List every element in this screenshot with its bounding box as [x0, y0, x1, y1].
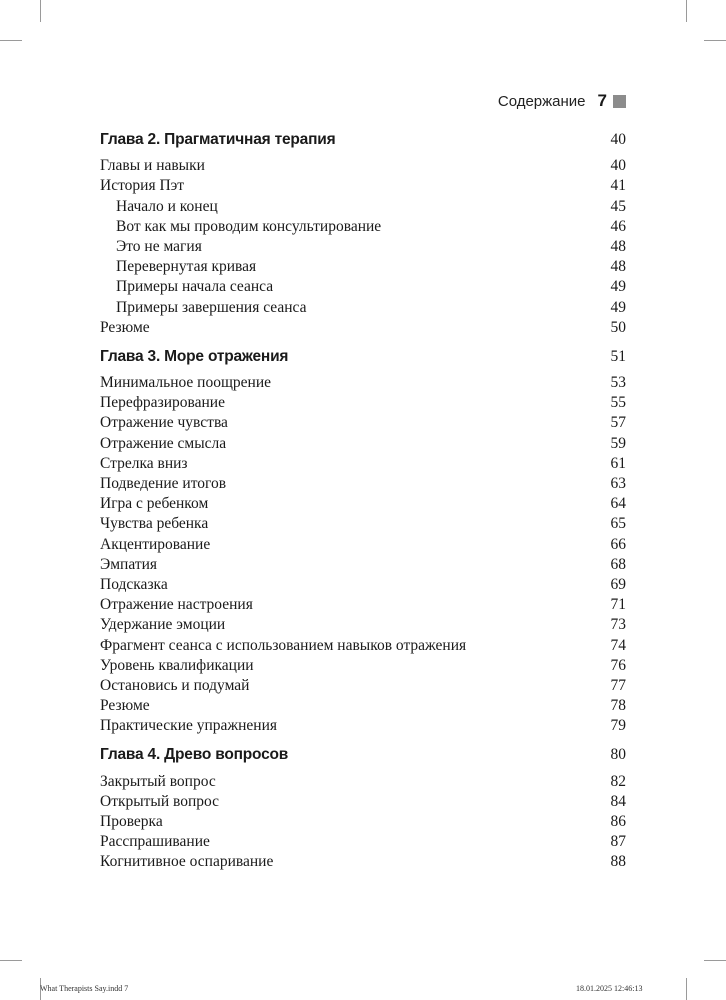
toc-page-number: 63	[610, 475, 626, 492]
toc-page-number: 78	[610, 697, 626, 715]
toc-entry-label: Открытый вопрос	[100, 792, 220, 810]
toc-page-number: 82	[610, 772, 626, 790]
toc-page-number: 64	[610, 495, 626, 513]
toc-entry-label: Расспрашивание	[100, 833, 210, 851]
toc-entry-row	[100, 676, 626, 696]
toc-entry-row	[100, 772, 626, 792]
toc-entry-label: Глава 3. Море отражения	[100, 347, 289, 365]
toc-entry-row	[100, 535, 626, 555]
toc-entry-label: Игра с ребенком	[100, 495, 209, 513]
table-of-contents	[100, 130, 626, 873]
toc-entry-label: Глава 4. Древо вопросов	[100, 746, 289, 764]
crop-mark	[0, 40, 22, 41]
toc-page-number: 69	[610, 575, 626, 593]
toc-entry-row	[100, 176, 626, 196]
toc-page-number: 50	[610, 318, 626, 336]
toc-entry-label: Акцентирование	[100, 535, 211, 553]
toc-page-number: 49	[610, 298, 626, 316]
toc-entry-label: Проверка	[100, 813, 163, 830]
crop-mark	[0, 960, 22, 961]
toc-entry-label: Фрагмент сеанса с использованием навыков отражения	[100, 636, 467, 654]
toc-page-number: 46	[610, 217, 626, 235]
toc-entry-label: Практические упражнения	[100, 717, 278, 735]
toc-entry-label: Удержание эмоции	[100, 616, 226, 634]
toc-entry-label: Уровень квалификации	[100, 656, 254, 674]
toc-page-number: 57	[610, 414, 626, 432]
toc-page-number: 40	[610, 157, 626, 175]
section-title: Содержание	[497, 92, 586, 110]
toc-page-number: 66	[610, 535, 626, 553]
toc-page-number: 73	[610, 616, 626, 634]
toc-entry-label: История Пэт	[100, 177, 185, 195]
toc-entry-label: Закрытый вопрос	[100, 772, 216, 790]
crop-mark	[704, 40, 726, 41]
toc-page-number: 55	[610, 394, 626, 412]
toc-entry-row	[100, 494, 626, 514]
footer-file-info: What Therapists Say.indd 7	[40, 984, 129, 993]
page-number: 7	[597, 91, 607, 110]
toc-entry-label: Подведение итогов	[100, 475, 227, 492]
toc-entry-label: Примеры завершения сеанса	[116, 298, 307, 316]
toc-entry-label: Остановись и подумай	[100, 676, 250, 694]
toc-entry-label: Начало и конец	[116, 197, 218, 215]
toc-entry-row	[100, 413, 626, 433]
toc-entry-row	[100, 373, 626, 393]
toc-page-number: 87	[610, 833, 626, 851]
toc-entry-row	[100, 474, 626, 494]
toc-entry-row	[100, 257, 626, 277]
square-marker-icon	[613, 95, 626, 108]
toc-page-number: 48	[610, 258, 626, 276]
toc-page-number: 59	[610, 434, 626, 452]
toc-entry-row	[100, 792, 626, 812]
toc-page-number: 86	[610, 813, 626, 830]
toc-chapter-row	[100, 745, 626, 765]
toc-entry-label: Вот как мы проводим консультирование	[116, 217, 382, 235]
toc-entry-row	[100, 656, 626, 676]
toc-entry-row	[100, 217, 626, 237]
toc-entry-label: Отражение настроения	[100, 596, 253, 614]
toc-entry-row	[100, 237, 626, 257]
toc-entry-row	[100, 156, 626, 176]
toc-entry-label: Эмпатия	[100, 555, 158, 573]
toc-entry-row	[100, 277, 626, 297]
toc-entry-row	[100, 393, 626, 413]
toc-entry-row	[100, 852, 626, 872]
toc-entry-row	[100, 615, 626, 635]
toc-entry-label: Подсказка	[100, 575, 168, 593]
toc-page-number: 84	[610, 792, 626, 810]
toc-page-number: 53	[610, 374, 626, 392]
toc-entry-label: Стрелка вниз	[100, 454, 188, 472]
toc-entry-label: Отражение смысла	[100, 434, 227, 452]
toc-page-number: 77	[610, 676, 626, 694]
toc-page-number: 80	[610, 746, 626, 764]
toc-page-number: 68	[610, 555, 626, 573]
toc-entry-row	[100, 832, 626, 852]
toc-page-number: 71	[610, 596, 626, 614]
crop-mark	[704, 960, 726, 961]
running-head	[498, 90, 626, 112]
toc-entry-label: Когнитивное оспаривание	[100, 853, 274, 871]
toc-page-number: 45	[610, 197, 626, 215]
toc-chapter-row	[100, 130, 626, 150]
toc-entry-row	[100, 696, 626, 716]
toc-entry-row	[100, 555, 626, 575]
toc-page-number: 61	[610, 454, 626, 472]
toc-entry-row	[100, 298, 626, 318]
toc-entry-label: Примеры начала сеанса	[116, 278, 274, 296]
toc-entry-row	[100, 318, 626, 338]
footer-timestamp: 18.01.2025 12:46:13	[576, 984, 643, 993]
toc-page-number: 76	[610, 656, 626, 674]
toc-chapter-row	[100, 347, 626, 367]
toc-entry-row	[100, 636, 626, 656]
toc-entry-label: Минимальное поощрение	[100, 374, 272, 392]
toc-entry-label: Отражение чувства	[100, 414, 228, 432]
toc-page-number: 48	[610, 237, 626, 255]
toc-page-number: 88	[610, 853, 626, 871]
crop-mark	[686, 978, 687, 1000]
toc-entry-label: Резюме	[100, 318, 150, 336]
toc-page-number: 41	[610, 177, 626, 195]
toc-entry-row	[100, 716, 626, 736]
toc-entry-row	[100, 434, 626, 454]
toc-entry-row	[100, 454, 626, 474]
toc-entry-label: Чувства ребенка	[100, 515, 209, 533]
toc-page-number: 65	[610, 515, 626, 533]
toc-entry-label: Глава 2. Прагматичная терапия	[100, 131, 336, 148]
toc-page-number: 40	[610, 131, 626, 148]
toc-entry-label: Это не магия	[116, 237, 202, 255]
toc-entry-row	[100, 575, 626, 595]
toc-page-number: 49	[610, 278, 626, 296]
toc-page-number: 79	[610, 717, 626, 735]
crop-mark	[40, 0, 41, 22]
toc-page-number: 51	[610, 347, 626, 365]
toc-entry-row	[100, 514, 626, 534]
toc-entry-row	[100, 197, 626, 217]
crop-mark	[686, 0, 687, 22]
toc-entry-row	[100, 812, 626, 832]
toc-entry-row	[100, 595, 626, 615]
toc-entry-label: Перевернутая кривая	[116, 258, 257, 276]
toc-entry-label: Перефразирование	[100, 394, 225, 412]
toc-page-number: 74	[610, 636, 626, 654]
toc-entry-label: Главы и навыки	[100, 157, 205, 175]
toc-entry-label: Резюме	[100, 697, 150, 715]
